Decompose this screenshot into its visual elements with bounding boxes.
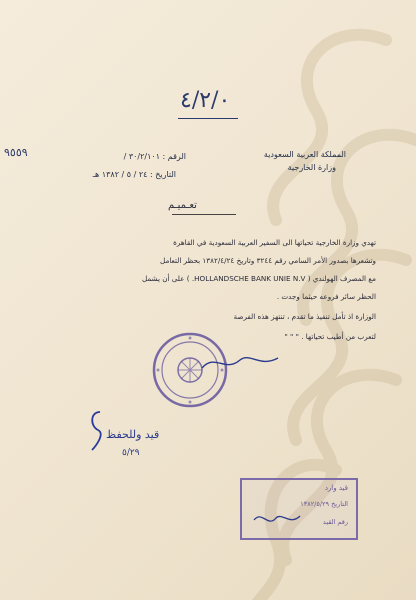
stamp-line-3: رقم القيد <box>322 518 348 526</box>
document-title: تعـميـم <box>168 200 197 211</box>
handwritten-reference-number: ٩٥٥٩ <box>4 146 28 159</box>
file-number-underline <box>178 118 238 119</box>
body-line-5: الوزارة اذ تأمل تنفيذ ما تقدم ، تنتهز هذه الفرصة <box>233 312 376 321</box>
body-line-1: تهدي وزارة الخارجية تحياتها الى السفير العربية السعودية في القاهرة <box>173 238 376 247</box>
margin-note-line-1: قيد وللحفظ <box>106 428 160 441</box>
signature-scribble <box>200 348 280 378</box>
reference-label: الرقم : ٣٠/٢/١٠١ / <box>123 152 186 161</box>
stamp-line-2: التاريخ ١٣٨٢/٥/٢٩ <box>300 500 348 508</box>
body-line-2: وتشعرها بصدور الأمر السامي رقم ٣٢٤٤ وتاريخ ١٣٨٢/٤/٢٤ بحظر التعامل <box>160 256 376 265</box>
sender-line-1: المملكة العربية السعودية <box>263 150 346 159</box>
title-underline <box>172 214 236 215</box>
margin-note-line-2: ٥/٢٩ <box>122 448 140 458</box>
registration-stamp <box>240 478 358 540</box>
handwritten-file-number: ٤/٢/٠ <box>180 88 231 113</box>
body-line-4: الحظر سائر فروعه حيثما وجدت . <box>276 292 376 301</box>
sender-line-2: وزارة الخارجية <box>287 163 336 172</box>
handwritten-bracket <box>86 408 106 452</box>
stamp-scribble <box>252 508 302 530</box>
date-label: التاريخ : ٢٤ / ٥ / ١٣٨٢ هـ <box>92 170 176 179</box>
stamp-line-1: قيد وارد <box>324 484 348 492</box>
body-line-3: مع المصرف الهولندي ( HOLLANDSCHE BANK UNIE N.V. ) على أن يشمل <box>141 274 376 283</box>
body-line-6: لتعرب من أطيب تحياتها . " " " <box>284 332 376 341</box>
